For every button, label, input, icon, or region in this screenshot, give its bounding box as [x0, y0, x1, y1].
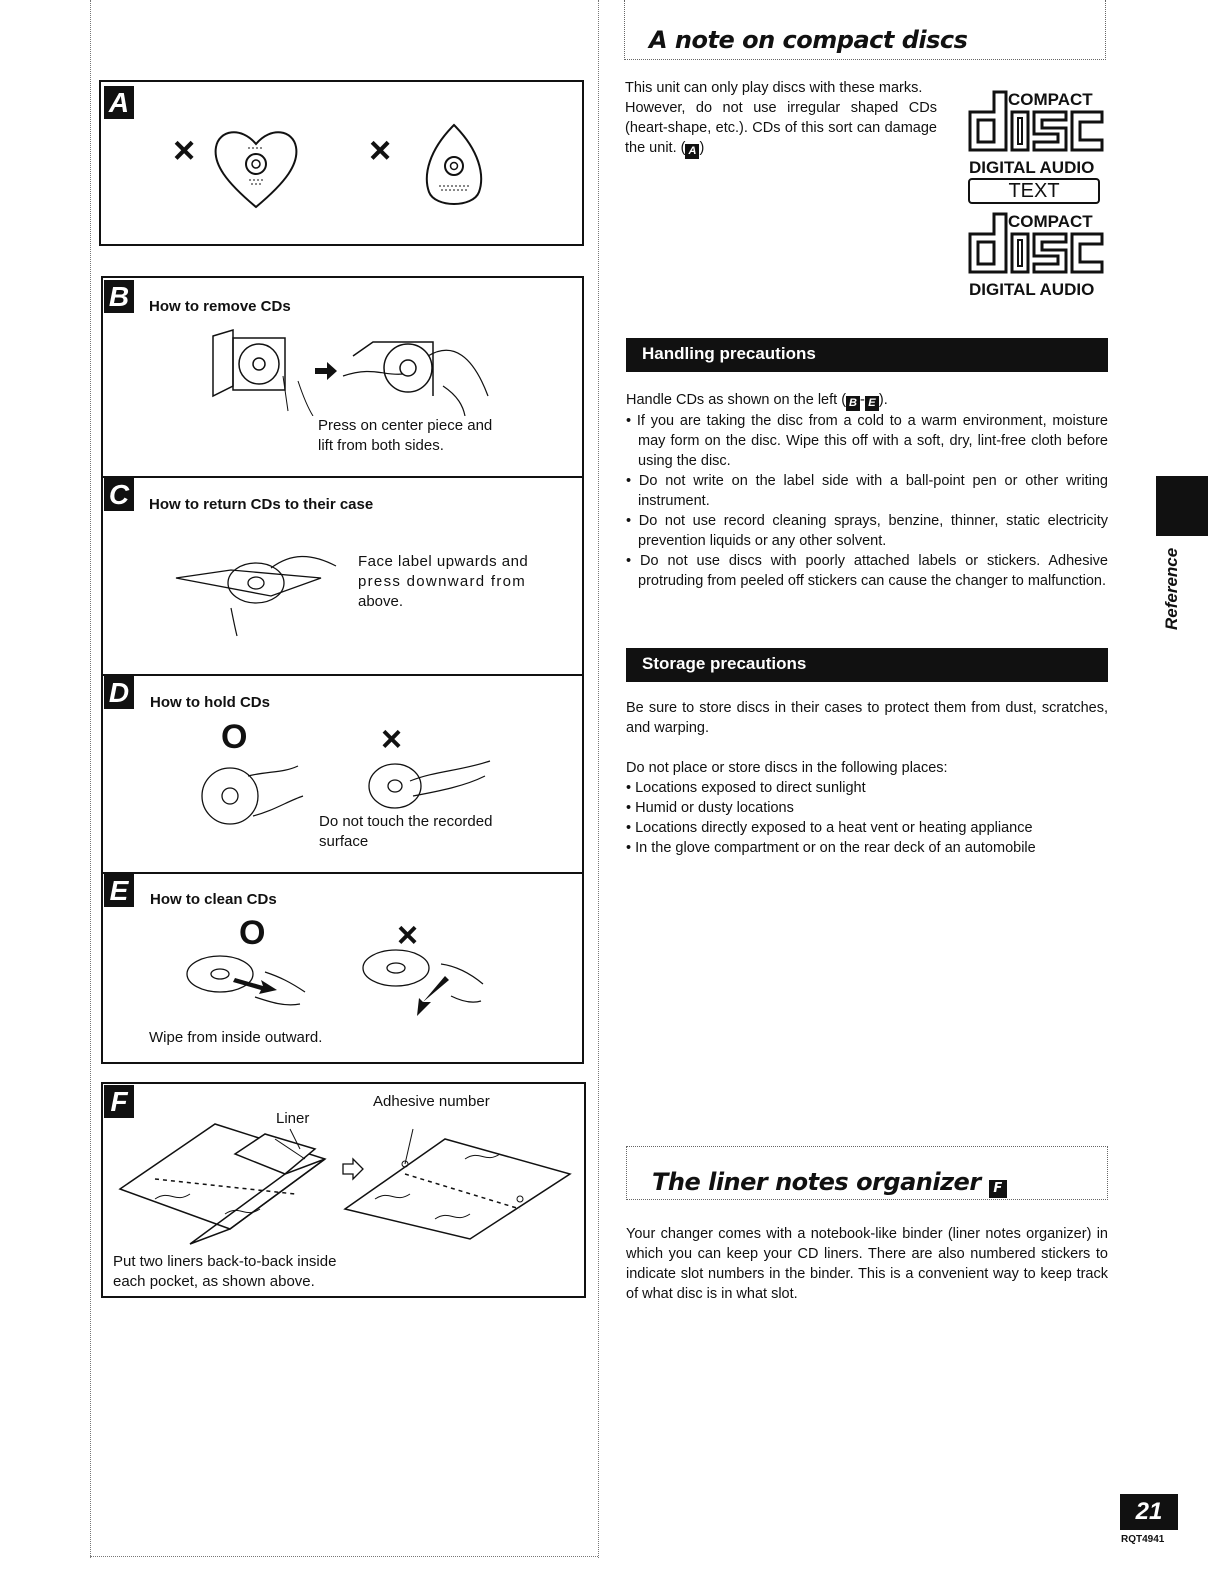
remove-cd-illustration — [203, 326, 493, 416]
storage-p2: Do not place or store discs in the following places: — [626, 760, 948, 776]
liner-heading — [652, 1168, 1007, 1198]
document-code: RQT4941 — [1121, 1534, 1165, 1545]
storage-bullet: • Locations exposed to direct sunlight — [626, 780, 866, 796]
panel-d-title: How to hold CDs — [150, 694, 270, 711]
panel-b-caption-1: Press on center piece and — [318, 417, 493, 434]
not-allowed-mark-2: × — [369, 130, 392, 172]
panel-f-caption-1: Put two liners back-to-back inside — [113, 1253, 337, 1270]
panel-e-caption: Wipe from inside outward. — [149, 1029, 323, 1046]
handling-bullet: • Do not write on the label side with a ball-point pen or other writing instrument. — [626, 473, 1108, 509]
storage-bullet-text: In the glove compartment or on the rear deck of an automobile — [635, 840, 1036, 856]
compact-disc-logo-icon — [966, 90, 1106, 158]
panel-e — [101, 872, 584, 1064]
badge-e: E — [865, 396, 879, 411]
handling-bullet: • Do not use record cleaning sprays, benzine, thinner, static electricity prevention liquids or any other solvent. — [626, 513, 1108, 549]
badge-f: F — [989, 1180, 1007, 1198]
panel-b — [101, 276, 584, 476]
storage-bullet: • Locations directly exposed to a heat vent or heating appliance — [626, 820, 1033, 836]
panel-b-caption-2: lift from both sides. — [318, 437, 444, 454]
logo1-compact: COMPACT — [1008, 90, 1093, 109]
storage-bullet-text: Locations exposed to direct sunlight — [635, 780, 866, 796]
logo2-digital-audio: DIGITAL AUDIO — [969, 280, 1095, 299]
badge-b: B — [846, 396, 860, 411]
panel-e-letter: E — [104, 874, 134, 907]
column-divider — [598, 0, 599, 1558]
handling-intro-text: Handle CDs as shown on the left ( — [626, 392, 847, 408]
compact-disc-logo-2-icon — [966, 212, 1106, 280]
hold-cd-wrong-illustration — [365, 756, 495, 816]
handling-bullet-text: Do not use record cleaning sprays, benzine, thinner, static electricity prevention liquids or any other solvent. — [638, 513, 1108, 549]
teardrop-disc-icon — [419, 120, 489, 216]
panel-e-title: How to clean CDs — [150, 891, 277, 908]
compact-discs-p2-end: ) — [699, 140, 705, 156]
heart-disc-icon — [211, 122, 301, 212]
clean-cd-wrong-illustration — [361, 946, 491, 1026]
reference-tab — [1156, 476, 1208, 536]
storage-bullet: • Humid or dusty locations — [626, 800, 794, 816]
handling-text — [626, 390, 1108, 591]
panel-d-caption-1: Do not touch the recorded — [319, 813, 493, 830]
label-adhesive-number: Adhesive number — [373, 1093, 490, 1110]
storage-bullet: • In the glove compartment or on the rear deck of an automobile — [626, 840, 1036, 856]
ng-mark-clean: × — [397, 914, 419, 955]
panel-d-caption-2: surface — [319, 833, 369, 850]
ok-mark-clean: O — [239, 914, 266, 952]
panel-c-letter: C — [104, 478, 134, 511]
storage-heading: Storage precautions — [626, 648, 1108, 682]
logo2-compact: COMPACT — [1008, 212, 1093, 231]
label-liner: Liner — [276, 1110, 310, 1127]
logo1-text-box: TEXT — [968, 178, 1100, 204]
panel-c-caption-2: press downward from — [358, 573, 527, 590]
left-column-bottom — [90, 1556, 598, 1557]
handling-bullet-text: If you are taking the disc from a cold to a warm environment, moisture may form on the disc. Wipe this off with a soft, dry, lint-free cloth before using the disc. — [636, 413, 1109, 469]
reference-side-label: Reference — [1162, 547, 1181, 630]
liner-organizer-illustration — [115, 1119, 580, 1249]
compact-discs-p2-text: However, do not use irregular shaped CDs (heart-shape, etc.). CDs of this sort can damage the unit. ( — [625, 100, 937, 156]
panel-d-letter: D — [104, 676, 134, 709]
hold-cd-correct-illustration — [198, 761, 308, 831]
panel-c — [101, 476, 584, 674]
storage-p1: Be sure to store discs in their cases to protect them from dust, scratches, and warping. — [626, 700, 1108, 736]
panel-b-letter: B — [104, 280, 134, 313]
panel-c-title: How to return CDs to their case — [149, 496, 374, 513]
handling-bullet: • If you are taking the disc from a cold to a warm environment, moisture may form on the disc. Wipe this off with a soft, dry, lint-free cloth before using the disc. — [626, 413, 1109, 469]
panel-f-letter: F — [104, 1085, 134, 1118]
return-cd-illustration — [171, 548, 351, 638]
handling-intro — [626, 390, 1108, 411]
handling-bullet: • Do not use discs with poorly attached labels or stickers. Adhesive protruding from peeled off stickers can cause the changer to malfunction. — [626, 553, 1108, 589]
page-number: 21 — [1120, 1494, 1178, 1530]
handling-intro-end: ). — [878, 392, 888, 408]
logo1-digital-audio: DIGITAL AUDIO — [969, 158, 1095, 177]
ok-mark: O — [221, 718, 248, 756]
panel-f — [101, 1082, 586, 1298]
panel-a — [99, 80, 584, 246]
left-column-border — [90, 0, 91, 1558]
badge-a: A — [685, 144, 699, 159]
handling-bullet-text: Do not write on the label side with a ball-point pen or other writing instrument. — [638, 473, 1108, 509]
compact-discs-p2 — [625, 98, 937, 159]
panel-b-title: How to remove CDs — [149, 298, 291, 315]
not-allowed-mark: × — [173, 130, 196, 172]
panel-d — [101, 674, 584, 872]
liner-heading-text: The liner notes organizer — [652, 1168, 981, 1196]
panel-f-caption-2: each pocket, as shown above. — [113, 1273, 315, 1290]
ng-mark: × — [381, 718, 403, 759]
storage-bullet-text: Locations directly exposed to a heat vent or heating appliance — [635, 820, 1033, 836]
compact-discs-heading: A note on compact discs — [649, 26, 968, 54]
storage-text — [626, 698, 1108, 858]
storage-bullet-text: Humid or dusty locations — [635, 800, 794, 816]
panel-c-caption-1: Face label upwards and — [358, 553, 529, 570]
panel-a-letter: A — [104, 86, 134, 119]
panel-c-caption-3: above. — [358, 593, 404, 610]
compact-discs-text — [625, 78, 937, 159]
handling-bullet-text: Do not use discs with poorly attached labels or stickers. Adhesive protruding from peeled off stickers can cause the changer to malfunction. — [638, 553, 1108, 589]
liner-body: Your changer comes with a notebook-like binder (liner notes organizer) in which you can keep your CD liners. There are also numbered stickers to indicate slot numbers in the binder. This is a convenient way to keep track of what disc is in what slot. — [626, 1226, 1108, 1302]
handling-heading: Handling precautions — [626, 338, 1108, 372]
handling-intro-dash: - — [860, 392, 865, 408]
compact-discs-p1: This unit can only play discs with these marks. — [625, 80, 923, 96]
clean-cd-correct-illustration — [185, 952, 315, 1022]
